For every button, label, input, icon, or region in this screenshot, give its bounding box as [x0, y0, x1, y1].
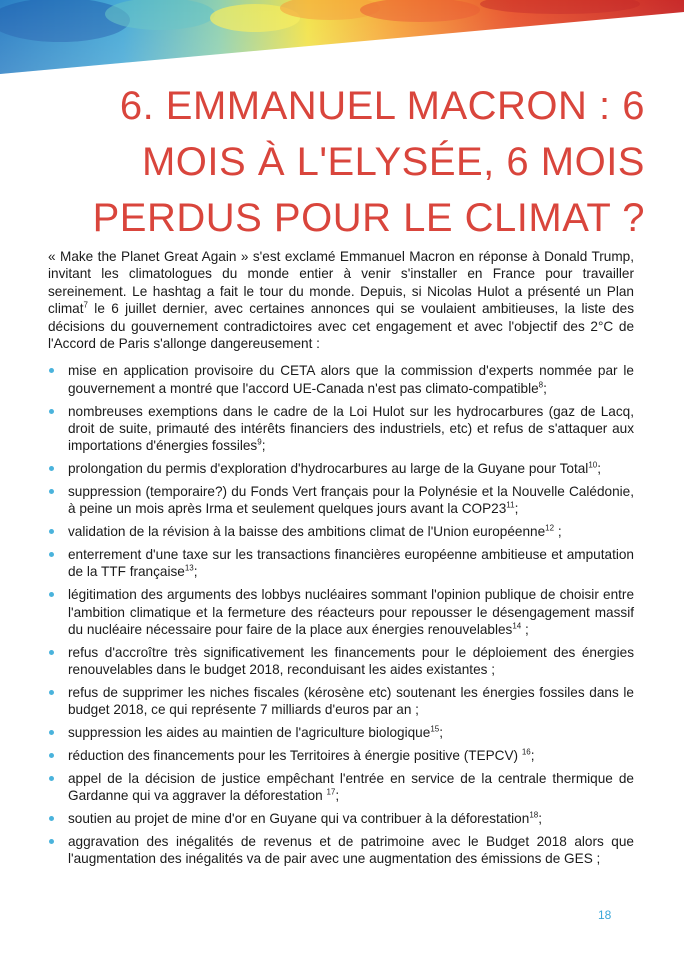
- footnote-ref: 9: [257, 437, 262, 447]
- intro-text: le 6 juillet dernier, avec certaines annonces qui se voulaient ambitieuses, la liste des décisions du gouvernement contradictoires avec cet engagement et avec l'objectif des 2°C de l'Accord de Paris s'allonge dangereusement :: [48, 301, 634, 352]
- item-text: suppression (temporaire?) du Fonds Vert français pour la Polynésie et la Nouvelle Calédonie, à peine un mois après Irma et seulement quelques jours avant la COP23: [68, 484, 634, 517]
- footnote-ref: 8: [538, 380, 544, 390]
- item-tail: ;: [538, 811, 542, 827]
- item-tail: ;: [530, 748, 535, 764]
- item-text: refus d'accroître très significativement les financements pour le déploiement des énergies renouvelables dans le budget 2018, reconduisant les aides existantes ;: [68, 644, 634, 678]
- item-tail: ;: [514, 501, 519, 517]
- intro-text: « Make the Planet Great Again » s'est exclamé Emmanuel Macron en réponse à Donald Trump, invitant les climatologues du monde entier à venir s'installer en France pour travailler sereinement. Le hashtag a fait le tour du monde. Depuis, si Nicolas Hulot a présenté un Plan climat: [48, 249, 634, 317]
- title-line: 6. EMMANUEL MACRON : 6: [119, 84, 645, 128]
- item-text: nombreuses exemptions dans le cadre de la Loi Hulot sur les hydrocarbures (gaz de Lacq, droit de suite, primauté des intérêts financiers des industriels, etc) et refus de s'attaquer aux importations d'énergies fossiles: [68, 403, 634, 454]
- item-tail: ;: [554, 524, 562, 540]
- bullet-icon: [49, 529, 54, 534]
- list-item: [48, 483, 634, 518]
- item-tail: ;: [543, 380, 547, 396]
- footnote-ref: 11: [506, 500, 515, 510]
- item-tail: ;: [261, 438, 266, 454]
- footnote-ref: 17: [326, 787, 336, 797]
- footnote-ref: 13: [184, 563, 194, 573]
- list-item: [48, 684, 634, 719]
- bullet-icon: [49, 650, 54, 655]
- bullet-icon: [49, 466, 54, 471]
- item-tail: ;: [439, 725, 443, 741]
- item-text: réduction des financements pour les Territoires à énergie positive (TEPCV): [68, 748, 522, 764]
- decision-list: [48, 362, 634, 867]
- list-item: [48, 747, 634, 764]
- list-item: [48, 810, 634, 827]
- bullet-icon: [49, 776, 54, 781]
- title-line: PERDUS POUR LE CLIMAT ?: [92, 196, 645, 240]
- item-text: soutien au projet de mine d'or en Guyane qui va contribuer à la déforestation: [68, 811, 530, 827]
- footnote-ref: 18: [529, 810, 539, 820]
- bullet-icon: [49, 690, 54, 695]
- bullet-icon: [49, 592, 54, 597]
- list-item: [48, 460, 634, 477]
- footnote-ref: 12: [545, 523, 555, 533]
- list-item: [48, 644, 634, 679]
- list-item: [48, 546, 634, 581]
- item-text: enterrement d'une taxe sur les transactions financières européenne ambitieuse et amputation de la TTF française: [68, 547, 634, 580]
- article-body: [48, 248, 634, 873]
- intro-paragraph: [48, 248, 634, 352]
- bullet-icon: [49, 839, 54, 844]
- item-text: légitimation des arguments des lobbys nucléaires sommant l'opinion publique de choisir entre l'ambition climatique et la fermeture des réacteurs pour repousser le désengagement massif du nucléaire nécessaire pour faire de la place aux énergies renouvelables: [68, 587, 634, 638]
- footnote-ref: 14: [512, 621, 522, 631]
- footnote-ref: 10: [588, 460, 598, 470]
- bullet-icon: [49, 552, 54, 557]
- item-text: mise en application provisoire du CETA alors que la commission d'experts nommée par le gouvernement a montré que l'accord UE-Canada n'est pas climato-compatible: [68, 363, 634, 396]
- list-item: [48, 523, 634, 540]
- header-banner: [0, 0, 684, 74]
- list-item: [48, 362, 634, 397]
- bullet-icon: [49, 368, 54, 373]
- bullet-icon: [49, 816, 54, 821]
- page-title: [40, 78, 645, 246]
- item-text: refus de supprimer les niches fiscales (kérosène etc) soutenant les énergies fossiles dans le budget 2018, ce qui représente 7 milliards d'euros par an ;: [68, 685, 634, 718]
- item-tail: ;: [335, 788, 340, 804]
- list-item: [48, 724, 634, 741]
- bullet-icon: [49, 753, 54, 758]
- item-text: appel de la décision de justice empêchant l'entrée en service de la centrale thermique de Gardanne qui va aggraver la déforestation: [68, 770, 634, 804]
- item-tail: ;: [521, 622, 529, 638]
- list-item: [48, 770, 634, 805]
- footnote-ref: 7: [83, 300, 88, 310]
- bullet-icon: [49, 730, 54, 735]
- list-item: [48, 833, 634, 868]
- bullet-icon: [49, 409, 54, 414]
- item-text: prolongation du permis d'exploration d'hydrocarbures au large de la Guyane pour Total: [68, 461, 589, 477]
- item-text: aggravation des inégalités de revenus et de patrimoine avec le Budget 2018 alors que l'augmentation des inégalités va de pair avec une augmentation des émissions de GES ;: [68, 833, 634, 867]
- list-item: [48, 403, 634, 455]
- footnote-ref: 15: [430, 724, 440, 734]
- item-tail: ;: [193, 564, 198, 580]
- title-line: MOIS À L'ELYSÉE, 6 MOIS: [141, 140, 645, 184]
- item-tail: ;: [597, 461, 602, 477]
- bullet-icon: [49, 489, 54, 494]
- list-item: [48, 586, 634, 638]
- item-text: suppression les aides au maintien de l'agriculture biologique: [68, 725, 431, 741]
- item-text: validation de la révision à la baisse des ambitions climat de l'Union européenne: [68, 524, 546, 540]
- footnote-ref: 16: [521, 747, 531, 757]
- page-number: 18: [598, 908, 612, 922]
